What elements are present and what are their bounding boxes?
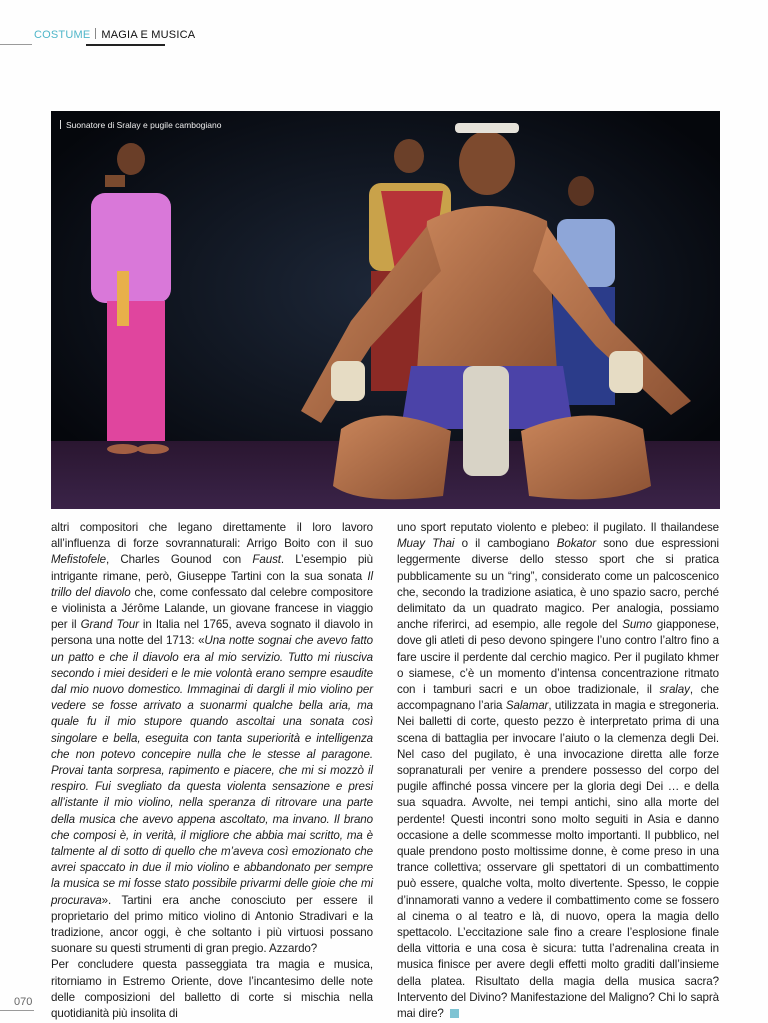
body-text: uno sport reputato violento e plebeo: il pugilato. Il thailandese [397,521,719,534]
body-text: che, come confessato dal celebre compositore e violinista a Jérôme Lalande, un giovane francese in viaggio per il [51,585,373,632]
body-text: altri compositori che legano direttamente il loro lavoro all’influenza di forze sovrannaturali: Arrigo Boito con il suo [51,521,373,551]
body-text: o il cambogiano [454,537,557,551]
emphasis-text: Il trillo del diavolo [51,569,373,599]
body-text: in Italia nel 1765, aveva sognato il diavolo in persona una notte del 1713: « [51,618,373,648]
header-rule [0,44,32,45]
body-text: , utilizzata in magia e stregoneria. Nei balletti di corte, questo pezzo è interpretato prima di una scena di battaglia per invocare l’aiuto o la clemenza degli Dei. Nel caso del pugilato, è una invocazione diretta alle forze sopranaturali per venire a prendere possesso del corpo del pugile affinché possa vincere per la gloria degi Dei … e della sua squadra. Avvolte, nei tempi antichi, sino alla morte del perdente! Questi incontri sono molto seguiti in Asia e danno occasione a delle scommesse molto importanti. Il pubblico, nel quale prendono posto moltissime donne, è come preso in una trance collettiva; osservare gli spettatori di un combattimento può essere, qualche volta, molto divertente. Spesso, le coppie d’innamorati vanno a vedere il combattimento come se fossero al cinema o al teatro e là, di nuovo, opera la magia dello spettacolo. L’eccitazione sale fino a creare l’esplosione finale della vittoria e una cosa è sicura: tutta l’adrenalina creata in musica finisce per avere degli effetti molto graditi dall’insieme della platea. Risultato della magia della musica sacra? Intervento del Divino? Manifestazione del Maligno? Chi lo saprà mai dire? [397,699,719,1021]
paragraph-right [397,520,719,1022]
article-end-mark [450,1009,459,1018]
topic-underline [86,44,165,46]
photo-caption [60,120,221,130]
emphasis-text: Mefistofele [51,553,106,567]
page-number: 070 [14,996,33,1008]
body-text: ». Tartini era anche conosciuto per essere il proprietario del primo mitico violino di Antonio Stradivari e la tradizione, ancor oggi, è che soltanto i più virtuosi possano suonare su questi strumenti di gran pregio. Azzardo? [51,893,373,956]
article-photo [51,111,720,509]
emphasis-text: Salamar [505,699,549,713]
paragraph-left [51,520,373,1022]
body-text: sono due espressioni leggermente diverse dello stesso sport che si pratica pubblicamente su un “ring”, considerato come un palcoscenico che, secondo la tradizione asiatica, è uno spazio sacro, perché delimitato da un quadrato magico. Per analogia, possiamo anche riferirci, ad esempio, alle regole del [397,537,719,632]
emphasis-text: Sumo [622,618,653,632]
body-text: , che accompagnano l’aria [397,683,720,713]
footer-rule [0,1010,34,1011]
text-column-right [397,520,719,1022]
emphasis-text: sralay [659,683,690,697]
emphasis-text: Faust [252,553,281,567]
section-label: COSTUME [34,29,91,41]
body-text: Per concludere questa passeggiata tra magia e musica, ritorniamo in Estremo Oriente, dove l’incantesimo delle note delle composizioni del balletto di corte si mischia nella quotidianità più insolita di [51,958,373,1021]
caption-bar [60,120,61,129]
text-column-left [51,520,373,1022]
body-text: giapponese, dove gli atleti di peso devono spingere l’uno contro l’altro fino a fare uscire il perdente dal cerchio magico. Per il pugilato khmer o siamese, c’è un momento d’intensa concentrazione ritmato con i tamburi sacri e un oboe tradizionale, il [397,618,719,697]
header-separator [95,28,96,39]
header-labels [34,28,195,41]
stage-photo-illustration [51,111,720,509]
body-text: . L’esempio più intrigante rimane, però, Giuseppe Tartini con la sua sonata [51,553,374,583]
emphasis-text: Muay Thai [397,537,455,551]
topic-label: MAGIA E MUSICA [101,29,196,41]
body-text: , Charles Gounod con [105,553,253,567]
emphasis-text: Una notte sognai che avevo fatto un patto e che il diavolo era al mio servizio. Tutto mi riusciva secondo i miei desideri e le mie volontà erano sempre esaudite dal mio nuovo domestico. Immaginai di dargli il mio violino per vedere se fosse arrivato a suonarmi qualche bella aria, ma quale fu il mio stupore quando ascoltai una sonata così singolare e bella, eseguita con tanta superiorità e intelligenza che non potevo concepire nulla che le stesse al paragone. Provai tanta sorpresa, rapimento e piacere, che mi si mozzò il respiro. Fui svegliato da questa violenta sensazione e presi all’istante il mio violino, nella speranza di ritrovare una parte della musica che avevo appena ascoltato, ma invano. Il brano che composi è, in verità, il migliore che abbia mai scritto, ma è talmente al di sotto di quello che m’aveva così emozionato che avrei spaccato in due il mio violino e abbandonato per sempre la musica se mi fosse stato possibile privarmi delle gioie che mi procurava [51,634,373,907]
emphasis-text: Bokator [556,537,596,551]
caption-text: Suonatore di Sralay e pugile cambogiano [66,120,222,130]
emphasis-text: Grand Tour [80,618,139,632]
